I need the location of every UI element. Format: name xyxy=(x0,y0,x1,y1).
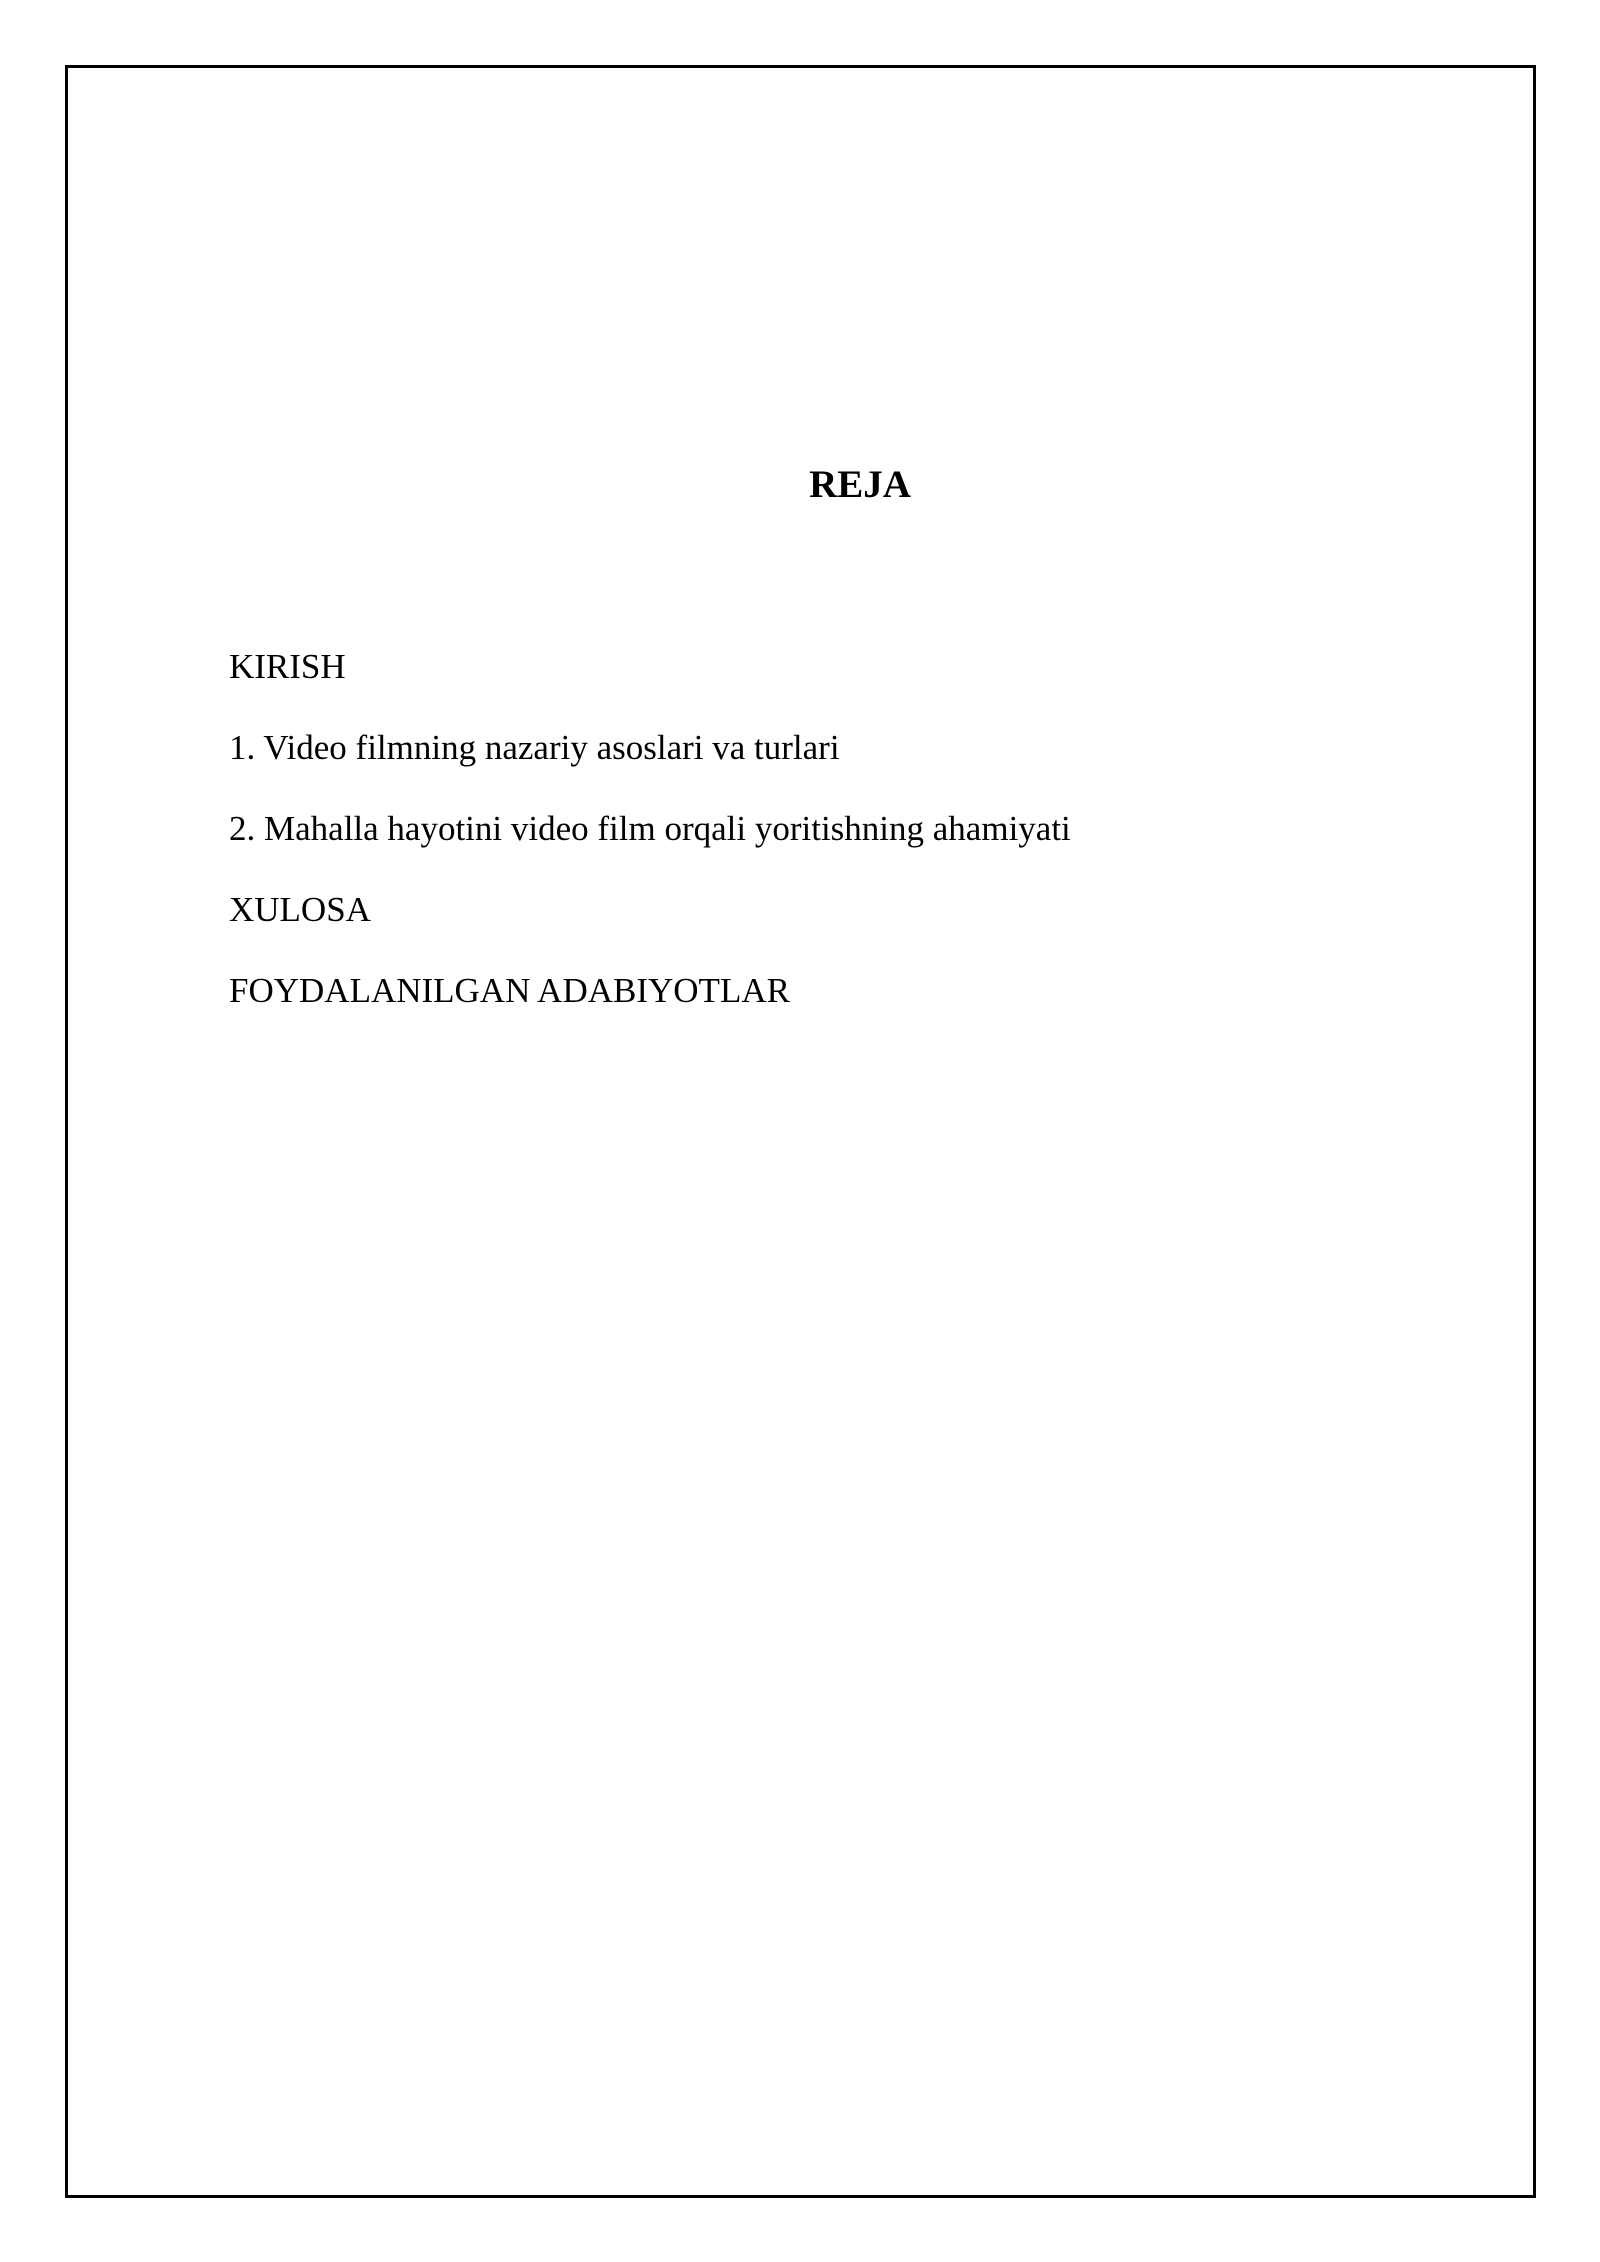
page-title: REJA xyxy=(809,463,911,506)
page-border xyxy=(65,65,1536,2198)
plan-item-chapter-2: 2. Mahalla hayotini video film orqali yoritishning ahamiyati xyxy=(229,809,1071,848)
plan-item-intro: KIRISH xyxy=(229,647,346,686)
plan-item-references: FOYDALANILGAN ADABIYOTLAR xyxy=(229,971,790,1010)
plan-item-chapter-1: 1. Video filmning nazariy asoslari va turlari xyxy=(229,728,840,767)
plan-item-conclusion: XULOSA xyxy=(229,890,371,929)
plan-list xyxy=(229,640,1071,1045)
